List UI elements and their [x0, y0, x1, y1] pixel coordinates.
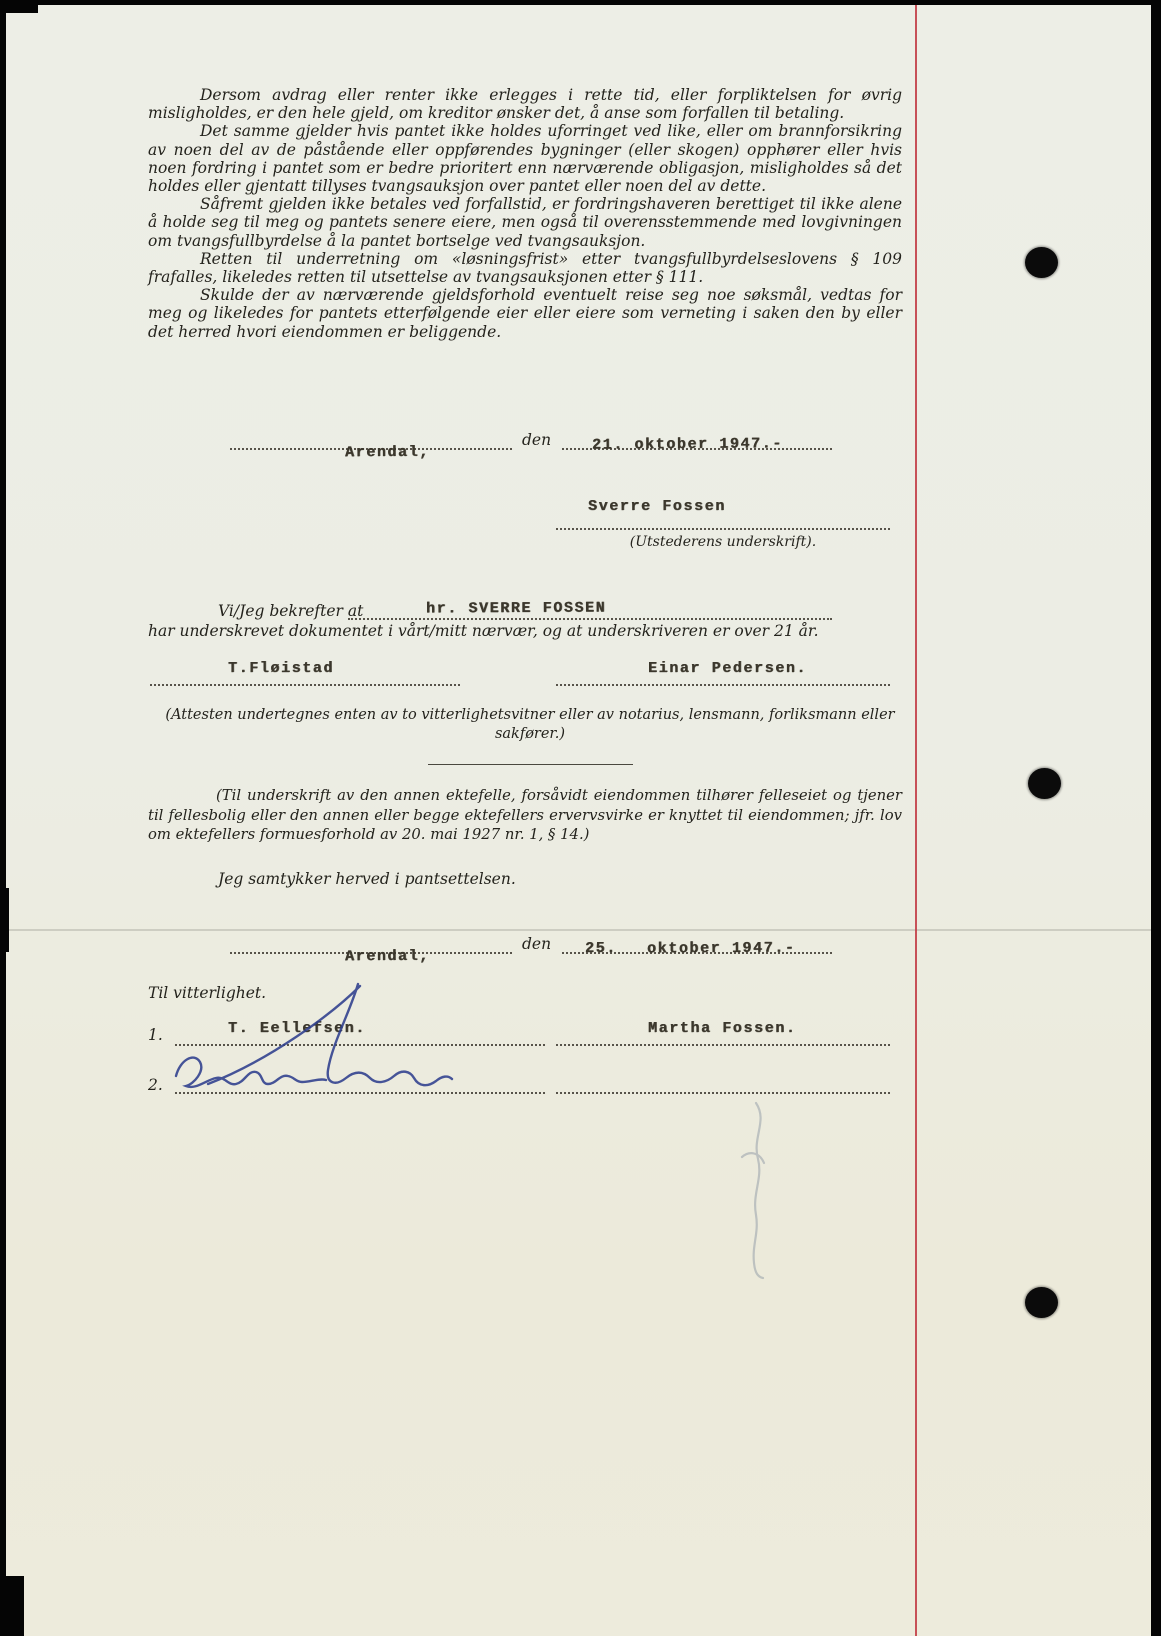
row2-right-line: [556, 1092, 890, 1094]
punch-hole-top: [1025, 247, 1058, 278]
typed-place-2: Arendal,: [344, 947, 430, 966]
witness-left-line: [150, 684, 460, 686]
scan-edge-bottom-left: [0, 1576, 24, 1636]
typed-issuer-name: Sverre Fossen: [588, 498, 726, 515]
confirmation-dotted-line: [348, 618, 832, 620]
row1-right-line: [556, 1044, 890, 1046]
faint-ink-mark: [700, 1095, 810, 1285]
typed-row1-right: Martha Fossen.: [648, 1020, 797, 1037]
handwritten-signature: [160, 972, 470, 1117]
typed-place: Arendal,: [344, 443, 430, 462]
issuer-signature-line: [556, 528, 890, 530]
terms-paragraphs: [148, 86, 902, 341]
typed-witness-left: T.Fløistad: [228, 660, 335, 677]
scan-edge-left-mid: [0, 888, 9, 952]
typed-date2-rest: oktober 1947.-: [646, 939, 796, 958]
red-margin-line: [915, 0, 917, 1636]
row2-number: 2.: [148, 1076, 163, 1094]
attest-note: (Attesten undertegnes enten av to vitterlighetsvitner eller av notarius, lensmann, forliksmann eller sakfører.): [165, 707, 895, 742]
confirmation-prefix: Vi/Jeg bekrefter at: [218, 602, 364, 620]
consent-statement: Jeg samtykker herved i pantsettelsen.: [218, 870, 516, 888]
spouse-consent-note: (Til underskrift av den annen ektefelle, forsåvidt eiendommen tilhører felleseiet og tjener til fellesbolig eller den annen eller begge ektefellers ervervsvirke er knyttet til eiendommen; jfr. lov om ektefellers formuesforhold av 20. mai 1927 nr. 1, § 14.): [148, 787, 902, 843]
witness-right-line: [556, 684, 890, 686]
punch-hole-middle: [1028, 768, 1061, 799]
vitterlighet-label: Til vitterlighet.: [148, 984, 267, 1002]
typed-row1-left: T. Eellefsen.: [228, 1020, 366, 1037]
scan-edge-right: [1151, 0, 1161, 1636]
issuer-signature-caption: (Utstederens underskrift).: [629, 534, 817, 550]
den-label-2: den: [522, 935, 552, 953]
terms-paragraph: Det samme gjelder hvis pantet ikke holdes uforringet ved like, eller om brannforsikring av noen del av de påstående eller oppførendes bygninger (eller skogen) opphører eller hvis noen fordring i pantet som er bedre prioritert enn nærværende obligasjon, misligholdes så det holdes eller gjentatt tillyses tvangsauksjon over pantet eller noen del av dette.: [148, 122, 902, 196]
terms-paragraph: Såfremt gjelden ikke betales ved forfallstid, er fordringshaveren berettiget til ikke alene å holde seg til meg og pantets senere eiere, men også til overensstemmende med lovgivningen om tvangsfullbyrdelse å la pantet bortselge ved tvangsauksjon.: [148, 195, 902, 250]
punch-hole-bottom: [1025, 1287, 1058, 1318]
terms-paragraph: Retten til underretning om «løsningsfrist» etter tvangsfullbyrdelseslovens § 109 frafalles, likeledes retten til utsettelse av tvangsauksjonen etter § 111.: [148, 249, 902, 287]
confirmation-line2: har underskrevet dokumentet i vårt/mitt nærvær, og at underskriveren er over 21 år.: [148, 622, 819, 640]
typed-confirmed-name: hr. SVERRE FOSSEN: [425, 599, 607, 618]
terms-paragraph: Dersom avdrag eller renter ikke erlegges i rette tid, eller forpliktelsen for øvrig misligholdes, er den hele gjeld, om kreditor ønsker det, å anse som forfallen til betaling.: [148, 86, 902, 123]
typed-witness-right: Einar Pedersen.: [648, 660, 808, 677]
typed-date: 21. oktober 1947.-: [591, 435, 783, 454]
row1-number: 1.: [148, 1026, 163, 1044]
den-label: den: [522, 431, 552, 449]
scan-seam-line: [0, 929, 1161, 931]
scan-edge-left: [0, 0, 6, 1636]
section-divider: [428, 764, 633, 765]
terms-paragraph: Skulde der av nærværende gjeldsforhold eventuelt reise seg noe søksmål, vedtas for meg og likeledes for pantets etterfølgende eier eller eiere som verneting i saken den by eller det herred hvori eiendommen er beliggende.: [148, 286, 902, 341]
typed-date2-day: 25.: [585, 940, 617, 957]
scan-edge-top: [0, 0, 1161, 5]
